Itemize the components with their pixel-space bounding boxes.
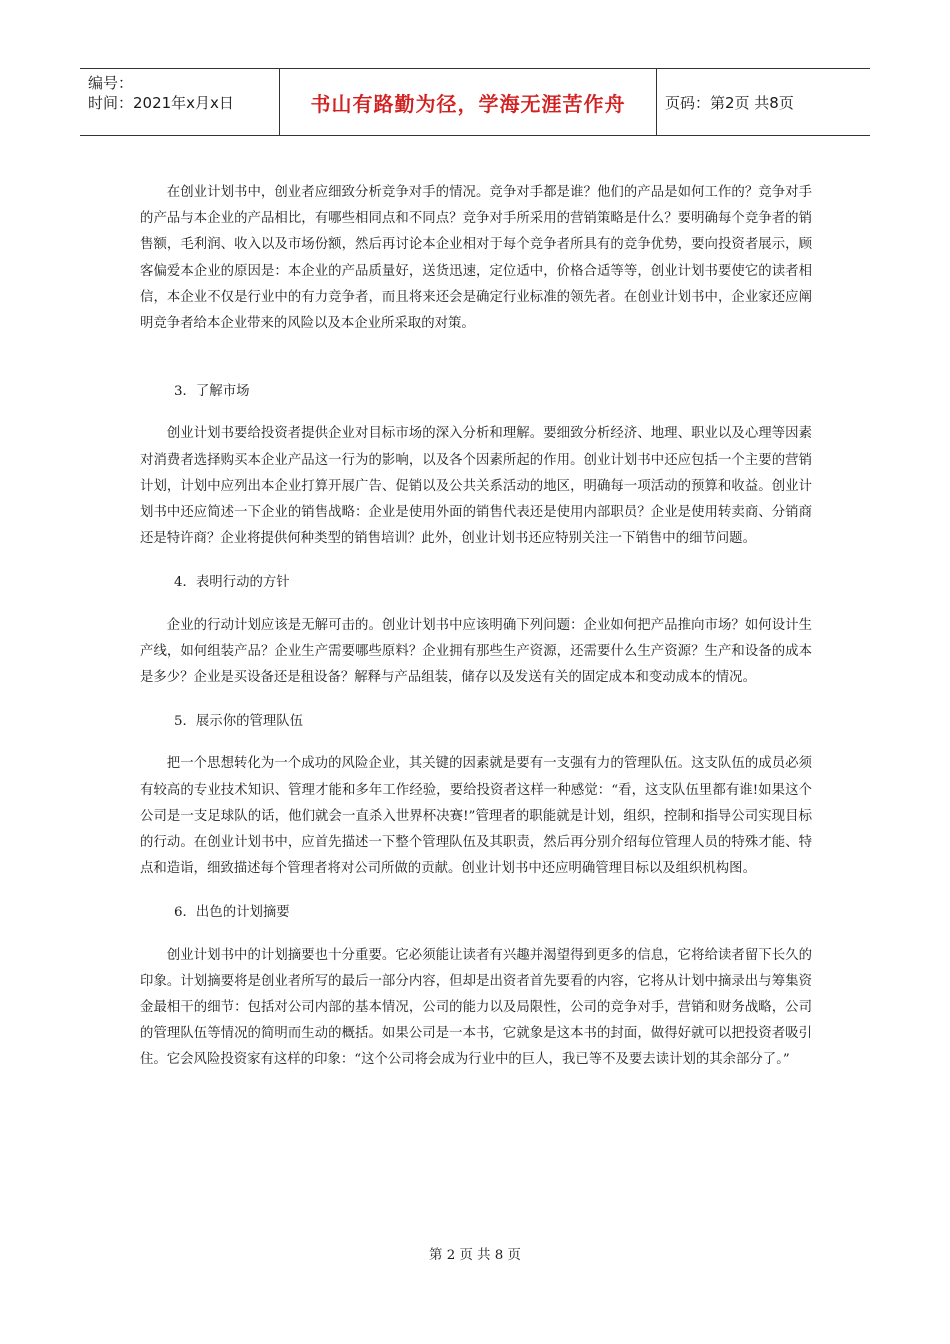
header-motto: 书山有路勤为径，学海无涯苦作舟: [280, 69, 657, 135]
section-heading-summary: 6．出色的计划摘要: [174, 905, 290, 921]
page-header: [80, 68, 870, 136]
document-time-label: 时间：2021年x月x日: [88, 94, 234, 112]
intro-paragraph: 在创业计划书中，创业者应细致分析竞争对手的情况。竞争对手都是谁？他们的产品是如何工作的？竞争对手的产品与本企业的产品相比，有哪些相同点和不同点？竞争对手所采用的营销策略是什么？要明确每个竞争者的销售额，毛利润、收入以及市场份额，然后再讨论本企业相对于每个竞争者所具有的竞争优势，要向投资者展示，顾客偏爱本企业的原因是：本企业的产品质量好，送货迅速，定位适中，价格合适等等，创业计划书要使它的读者相信，本企业不仅是行业中的有力竞争者，而且将来还会是确定行业标准的领先者。在创业计划书中，企业家还应阐明竞争者给本企业带来的风险以及本企业所采取的对策。: [140, 185, 812, 332]
section-heading-team: 5．展示你的管理队伍: [174, 714, 304, 730]
section-heading-action: 4．表明行动的方针: [174, 575, 290, 591]
section-heading-market: 3．了解市场: [174, 384, 250, 400]
document-body: [140, 180, 812, 1074]
document-number-label: 编号：: [88, 74, 134, 92]
section-paragraph-market: 创业计划书要给投资者提供企业对目标市场的深入分析和理解。要细致分析经济、地理、职业以及心理等因素对消费者选择购买本企业产品这一行为的影响，以及各个因素所起的作用。创业计划书中还应包括一个主要的营销计划，计划中应列出本企业打算开展广告、促销以及公共关系活动的地区，明确每一项活动的预算和收益。创业计划书中还应简述一下企业的销售战略：企业是使用外面的销售代表还是使用内部职员？企业是使用转卖商、分销商还是特许商？企业将提供何种类型的销售培训？此外，创业计划书还应特别关注一下销售中的细节问题。: [140, 426, 812, 547]
page-footer: 第 2 页 共 8 页: [429, 1248, 521, 1263]
section-paragraph-team: 把一个思想转化为一个成功的风险企业，其关键的因素就是要有一支强有力的管理队伍。这支队伍的成员必须有较高的专业技术知识、管理才能和多年工作经验，要给投资者这样一种感觉：“看，这支队伍里都有谁!如果这个公司是一支足球队的话，他们就会一直杀入世界杯决赛!”管理者的职能就是计划，组织，控制和指导公司实现目标的行动。在创业计划书中，应首先描述一下整个管理队伍及其职责，然后再分别介绍每位管理人员的特殊才能、特点和造诣，细致描述每个管理者将对公司所做的贡献。创业计划书中还应明确管理目标以及组织机构图。: [140, 756, 812, 877]
section-paragraph-summary: 创业计划书中的计划摘要也十分重要。它必须能让读者有兴趣并渴望得到更多的信息，它将给读者留下长久的印象。计划摘要将是创业者所写的最后一部分内容，但却是出资者首先要看的内容，它将从计划中摘录出与筹集资金最相干的细节：包括对公司内部的基本情况，公司的能力以及局限性，公司的竞争对手，营销和财务战略，公司的管理队伍等情况的简明而生动的概括。如果公司是一本书，它就象是这本书的封面，做得好就可以把投资者吸引住。它会风险投资家有这样的印象：“这个公司将会成为行业中的巨人，我已等不及要去读计划的其余部分了。”: [140, 947, 812, 1068]
header-meta: [80, 69, 280, 135]
section-paragraph-action: 企业的行动计划应该是无解可击的。创业计划书中应该明确下列问题：企业如何把产品推向市场？如何设计生产线，如何组装产品？企业生产需要哪些原料？企业拥有那些生产资源，还需要什么生产资源？生产和设备的成本是多少？企业是买设备还是租设备？解释与产品组装，储存以及发送有关的固定成本和变动成本的情况。: [140, 617, 812, 686]
header-page-info: 页码：第2页 共8页: [665, 93, 794, 112]
